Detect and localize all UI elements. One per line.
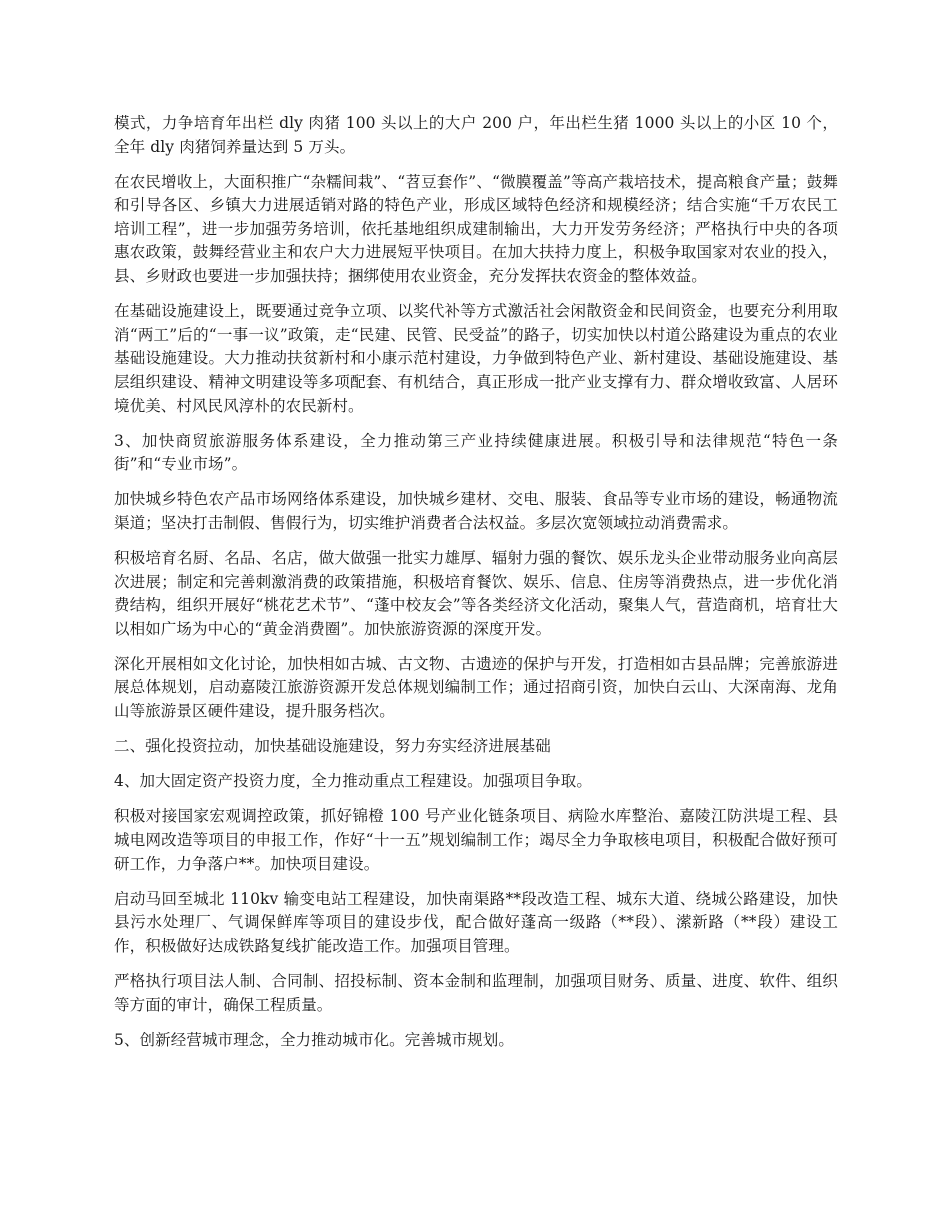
paragraph: 严格执行项目法人制、合同制、招投标制、资本金制和监理制，加强项目财务、质量、进度、软件、组织等方面的审计，确保工程质量。 xyxy=(114,971,838,1014)
section-heading: 5、创新经营城市理念，全力推动城市化。完善城市规划。 xyxy=(114,1030,514,1049)
paragraph: 加快城乡特色农产品市场网络体系建设，加快城乡建材、交电、服装、食品等专业市场的建设，畅通物流渠道；坚决打击制假、售假行为，切实维护消费者合法权益。多层次宽领域拉动消费需求。 xyxy=(114,490,838,532)
paragraph: 启动马回至城北 110kv 输变电站工程建设，加快南渠路**段改造工程、城东大道、绕城公路建设，加快县污水处理厂、气调保鲜库等项目的建设步伐，配合做好蓬高一级路（**段）、潆新路（**段）建设工作，积极做好达成铁路复线扩能改造工作。加强项目管理。 xyxy=(114,889,838,955)
paragraph: 积极对接国家宏观调控政策，抓好锦橙 100 号产业化链条项目、病险水库整治、嘉陵江防洪堤工程、县城电网改造等项目的申报工作，作好“十一五”规划编制工作；竭尽全力争取核电项目，积极配合做好预可研工作，力争落户**。加快项目建设。 xyxy=(114,807,838,873)
section-heading: 4、加大固定资产投资力度，全力推动重点工程建设。加强项目争取。 xyxy=(114,772,592,791)
paragraph: 在基础设施建设上，既要通过竞争立项、以奖代补等方式激活社会闲散资金和民间资金，也要充分利用取消“两工”后的“一事一议”政策，走“民建、民管、民受益”的路子，切实加快以村道公路建设为重点的农业基础设施建设。大力推动扶贫新村和小康示范村建设，力争做到特色产业、新村建设、基础设施建设、基层组织建设、精神文明建设等多项配套、有机结合，真正形成一批产业支撑有力、群众增收致富、人居环境优美、村风民风淳朴的农民新村。 xyxy=(114,302,838,415)
paragraph: 模式，力争培育年出栏 dly 肉猪 100 头以上的大户 200 户，年出栏生猪 1000 头以上的小区 10 个，全年 dly 肉猪饲养量达到 5 万头。 xyxy=(114,114,839,156)
section-heading: 二、强化投资拉动，加快基础设施建设，努力夯实经济进展基础 xyxy=(114,737,551,756)
paragraph: 积极培育名厨、名品、名店，做大做强一批实力雄厚、辐射力强的餐饮、娱乐龙头企业带动服务业向高层次进展；制定和完善刺激消费的政策措施，积极培育餐饮、娱乐、信息、住房等消费热点，进一步优化消费结构，组织开展好“桃花艺术节”、“蓬中校友会”等各类经济文化活动，聚集人气，营造商机，培育壮大以相如广场为中心的“黄金消费圈”。加快旅游资源的深度开发。 xyxy=(114,549,838,638)
section-heading: 3、加快商贸旅游服务体系建设，全力推动第三产业持续健康进展。积极引导和法律规范“特色一条街”和“专业市场”。 xyxy=(114,431,838,474)
paragraph: 深化开展相如文化讨论，加快相如古城、古文物、古遗迹的保护与开发，打造相如古县品牌；完善旅游进展总体规划，启动嘉陵江旅游资源开发总体规划编制工作；通过招商引资，加快白云山、大深南海、龙角山等旅游景区硬件建设，提升服务档次。 xyxy=(114,654,838,721)
paragraph: 在农民增收上，大面积推广“杂糯间栽”、“苕豆套作”、“微膜覆盖”等高产栽培技术，提高粮食产量；鼓舞和引导各区、乡镇大力进展适销对路的特色产业，形成区域特色经济和规模经济；结合实施“千万农民工培训工程”，进一步加强劳务培训，依托基地组织成建制输出，大力开发劳务经济；严格执行中央的各项惠农政策，鼓舞经营业主和农户大力进展短平快项目。在加大扶持力度上，积极争取国家对农业的投入，县、乡财政也要进一步加强扶持；捆绑使用农业资金，充分发挥扶农资金的整体效益。 xyxy=(114,172,838,286)
